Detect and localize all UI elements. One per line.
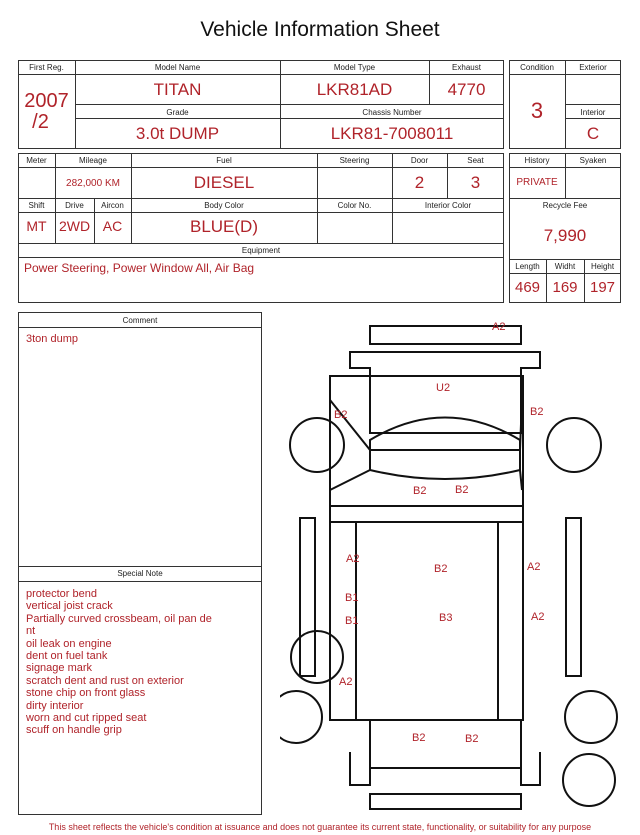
drive-value: 2WD bbox=[58, 218, 91, 234]
left-mirror-outline bbox=[290, 418, 344, 472]
mark-b2-center: B2 bbox=[434, 563, 448, 575]
special-note-item: worn and cut ripped seat bbox=[26, 712, 147, 725]
special-note-item: dirty interior bbox=[26, 699, 84, 712]
length-label: Length bbox=[515, 262, 540, 271]
aircon-label: Aircon bbox=[101, 201, 124, 210]
footer-disclaimer: This sheet reflects the vehicle's condition at issuance and does not guarantee its current state, functionality, or suitability for any purpose bbox=[48, 822, 592, 832]
color-no-label: Color No. bbox=[337, 201, 372, 210]
chassis-number-label: Chassis Number bbox=[362, 108, 422, 117]
model-type-label: Model Type bbox=[333, 63, 376, 72]
mileage-label: Mileage bbox=[78, 156, 107, 165]
equipment-value: Power Steering, Power Window All, Air Bag bbox=[24, 261, 255, 275]
cargo-bed-outline bbox=[330, 522, 523, 720]
special-note-list bbox=[26, 588, 212, 737]
grade-value: 3.0t DUMP bbox=[135, 124, 220, 143]
mark-u2: U2 bbox=[436, 382, 451, 394]
model-name-value: TITAN bbox=[153, 80, 202, 99]
meter-label: Meter bbox=[26, 156, 47, 165]
mileage-value: 282,000 KM bbox=[66, 178, 120, 189]
mark-a2-right: A2 bbox=[527, 561, 541, 573]
equipment-label: Equipment bbox=[241, 246, 281, 255]
special-note-item: signage mark bbox=[26, 662, 93, 675]
aircon-value: AC bbox=[102, 218, 123, 234]
mark-b2-right: B2 bbox=[530, 406, 544, 418]
drive-label: Drive bbox=[65, 201, 84, 210]
steering-label: Steering bbox=[339, 156, 370, 165]
vehicle-damage-diagram bbox=[280, 318, 625, 815]
right-mirror-outline bbox=[547, 418, 601, 472]
cab-outline bbox=[330, 376, 523, 506]
history-label: History bbox=[524, 156, 550, 165]
syaken-label: Syaken bbox=[579, 156, 607, 165]
page-title: Vehicle Information Sheet bbox=[200, 18, 440, 41]
body-color-value: BLUE(D) bbox=[189, 217, 258, 236]
special-note-item: stone chip on front glass bbox=[26, 687, 146, 700]
width-value: 169 bbox=[552, 279, 578, 296]
interior-value: C bbox=[586, 124, 600, 143]
special-note-item: dent on fuel tank bbox=[26, 650, 108, 663]
mark-b2-cab-left: B2 bbox=[413, 485, 427, 497]
fuel-label: Fuel bbox=[216, 156, 232, 165]
mark-b1-a: B1 bbox=[345, 592, 359, 604]
mark-top-a2: A2 bbox=[492, 321, 506, 333]
special-note-label: Special Note bbox=[117, 569, 163, 578]
first-reg-month: /2 bbox=[32, 111, 49, 133]
exhaust-value: 4770 bbox=[447, 80, 486, 99]
seat-label: Seat bbox=[467, 156, 484, 165]
recycle-fee-value: 7,990 bbox=[543, 226, 587, 245]
door-value: 2 bbox=[414, 173, 425, 192]
grade-label: Grade bbox=[166, 108, 189, 117]
exhaust-label: Exhaust bbox=[452, 63, 481, 72]
special-note-item: scuff on handle grip bbox=[26, 724, 122, 737]
door-label: Door bbox=[410, 156, 429, 165]
length-value: 469 bbox=[514, 279, 541, 296]
mark-b2-left: B2 bbox=[334, 409, 348, 421]
model-name-label: Model Name bbox=[154, 63, 201, 72]
shift-label: Shift bbox=[28, 201, 45, 210]
interior-color-label: Interior Color bbox=[424, 201, 472, 210]
mark-a2-left: A2 bbox=[346, 553, 360, 565]
exterior-label: Exterior bbox=[579, 63, 607, 72]
special-note-item: scratch dent and rust on exterior bbox=[26, 674, 184, 687]
fuel-value: DIESEL bbox=[193, 173, 255, 192]
mark-b2-cab-right: B2 bbox=[455, 484, 469, 496]
interior-label: Interior bbox=[580, 108, 606, 117]
height-value: 197 bbox=[589, 279, 616, 296]
mark-a2-left2: A2 bbox=[339, 676, 353, 688]
shift-value: MT bbox=[26, 218, 47, 234]
mark-a2-right2: A2 bbox=[531, 611, 545, 623]
special-note-item: nt bbox=[26, 625, 36, 638]
comment-label: Comment bbox=[122, 316, 158, 325]
history-value: PRIVATE bbox=[516, 177, 558, 188]
model-type-value: LKR81AD bbox=[316, 80, 393, 99]
height-label: Height bbox=[590, 262, 615, 271]
comment-panel bbox=[18, 312, 262, 815]
special-note-item: oil leak on engine bbox=[26, 637, 112, 650]
special-note-item: protector bend bbox=[26, 588, 97, 600]
recycle-fee-label: Recycle Fee bbox=[542, 201, 588, 210]
mark-b1-b: B1 bbox=[345, 615, 359, 627]
chassis-number-value: LKR81-7008011 bbox=[330, 124, 454, 143]
mark-b3: B3 bbox=[439, 612, 453, 624]
seat-value: 3 bbox=[470, 173, 481, 192]
width-label: Widht bbox=[554, 262, 576, 271]
comment-text: 3ton dump bbox=[26, 333, 78, 345]
first-reg-label: First Reg. bbox=[29, 63, 64, 72]
special-note-item: Partially curved crossbeam, oil pan de bbox=[26, 612, 212, 625]
first-reg-year: 2007 bbox=[24, 90, 69, 112]
mark-b2-rear-left: B2 bbox=[412, 732, 426, 744]
condition-value: 3 bbox=[530, 98, 544, 123]
special-note-item: vertical joist crack bbox=[26, 600, 113, 613]
condition-label: Condition bbox=[520, 63, 554, 72]
body-color-label: Body Color bbox=[204, 201, 244, 210]
mark-b2-rear-right: B2 bbox=[465, 733, 479, 745]
